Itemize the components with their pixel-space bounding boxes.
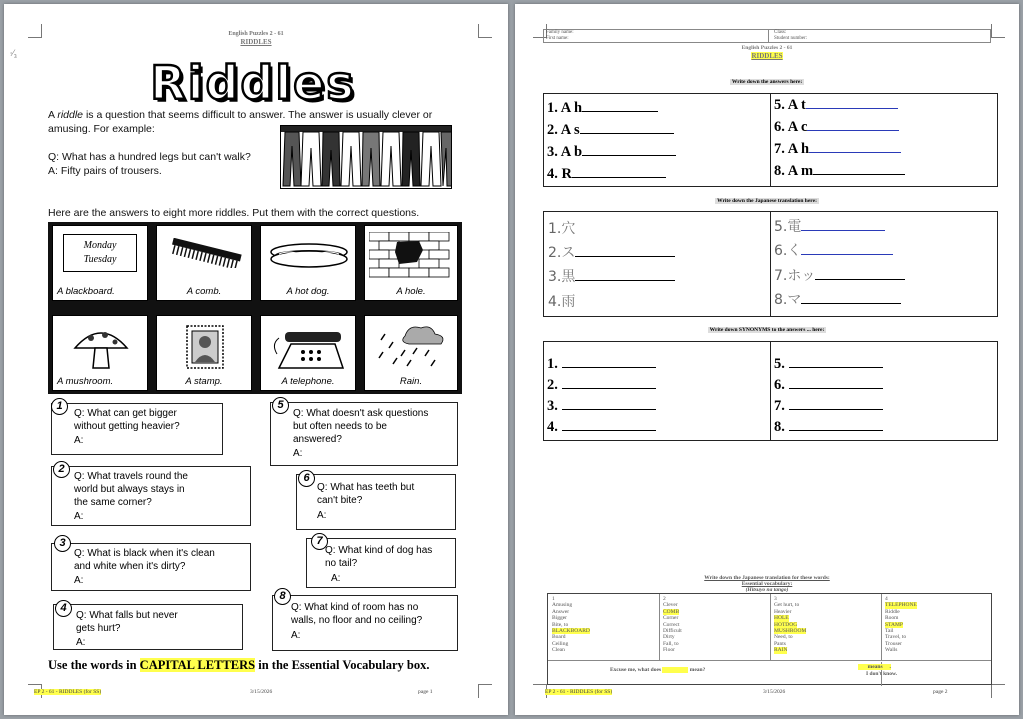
page-header-line2: RIDDLES — [751, 52, 783, 60]
margin-mark: ∙⁄₃ — [10, 48, 17, 58]
question-text: Q: What kind of dog has no tail? — [325, 545, 433, 569]
jp-line-8: 8.マ — [774, 289, 901, 309]
synonym-line-1: 1. — [547, 356, 656, 373]
answer-label: A: — [317, 510, 327, 521]
telephone-icon — [271, 324, 347, 372]
jp-line-2: 2.ス — [548, 242, 675, 262]
vocab-word: Bite, to — [552, 621, 569, 628]
vocab-word: HOLE — [774, 615, 789, 622]
vocab-word: Pants — [774, 640, 786, 647]
japanese-box — [543, 211, 998, 317]
vocab-word: Correct — [663, 621, 680, 628]
question-number: 7 — [311, 533, 328, 550]
answer-line-7: 7. A h — [774, 141, 901, 158]
crop-mark — [478, 684, 492, 698]
family-name-label: Family name: — [546, 30, 574, 35]
vocab-phrase-question: Excuse me, what does mean? — [610, 667, 706, 673]
vocab-phrase-means: means . — [858, 664, 891, 670]
answer-line-3: 3. A b — [547, 144, 676, 161]
vocab-word: Trouser — [885, 640, 902, 647]
question-box-6 — [296, 474, 456, 530]
rain-cloud-icon — [375, 322, 449, 370]
picture-caption: A comb. — [186, 286, 222, 297]
picture-telephone — [260, 315, 356, 391]
jp-line-4: 4.雨 — [548, 294, 576, 310]
vocab-word: Bigger — [552, 615, 567, 622]
answer-picture-grid — [48, 222, 462, 394]
question-box-3 — [51, 543, 251, 591]
picture-caption: A mushroom. — [57, 376, 114, 387]
footer-left: EP 2 - 61 - RIDDLES (for SS) — [545, 689, 613, 695]
answer-label: A: — [74, 511, 84, 522]
vocab-word: STAMP — [885, 621, 903, 628]
synonym-line-2: 2. — [547, 377, 656, 394]
synonym-line-7: 7. — [774, 398, 883, 415]
vocab-word: Clean — [552, 647, 565, 654]
jp-line-7: 7.ホッ — [774, 265, 905, 285]
hot-dog-icon — [269, 240, 349, 270]
bottom-instruction: Use the words in CAPITAL LETTERS in the Essential Vocabulary box. — [48, 658, 430, 672]
vocab-word: TELEPHONE — [885, 602, 917, 609]
answer-label: A: — [76, 637, 86, 648]
picture-rain — [364, 315, 458, 391]
footer-page: page 2 — [933, 689, 948, 695]
question-number: 6 — [298, 470, 315, 487]
question-box-4 — [53, 604, 243, 650]
question-number: 8 — [274, 588, 291, 605]
mushroom-icon — [73, 326, 129, 372]
vocab-word: Board — [552, 634, 566, 641]
example-question: Q: What has a hundred legs but can't walk? — [48, 151, 251, 163]
picture-caption: A blackboard. — [57, 286, 115, 297]
question-text: Q: What falls but never gets hurt? — [76, 610, 178, 634]
answer-label: A: — [74, 575, 84, 586]
document-page-2 — [515, 4, 1019, 715]
vocab-word: RAIN — [774, 647, 788, 654]
page-header-line2: RIDDLES — [240, 38, 272, 46]
question-box-5 — [270, 402, 458, 466]
first-name-label: First name: — [546, 36, 569, 41]
question-number: 3 — [54, 535, 71, 552]
question-text: Q: What doesn't ask questions but often needs to be answered? — [293, 408, 429, 445]
trousers-illustration — [280, 125, 452, 189]
picture-comb — [156, 225, 252, 301]
footer-page: page 1 — [418, 689, 433, 695]
synonym-line-8: 8. — [774, 419, 883, 436]
page-header-line1: English Puzzles 2 - 61 — [741, 45, 793, 51]
jp-line-6: 6.く — [774, 240, 893, 260]
vocab-phrase-dont-know: I don't know. — [866, 671, 898, 677]
question-number: 5 — [272, 397, 289, 414]
calendar-text: Monday Tuesday — [63, 234, 137, 272]
answer-label: A: — [291, 630, 301, 641]
picture-caption: A telephone. — [281, 376, 335, 387]
class-label: Class: — [774, 30, 787, 35]
footer-left: EP 2 - 61 - RIDDLES (for SS) — [34, 689, 102, 695]
comb-icon — [169, 238, 243, 268]
vocab-column-3 — [774, 596, 806, 654]
essential-vocabulary-box — [547, 593, 992, 685]
brick-wall-hole-icon — [369, 232, 455, 278]
vocab-word: 4 — [885, 596, 888, 602]
footer-date: 3/15/2026 — [250, 689, 273, 695]
picture-hole — [364, 225, 458, 301]
page-header-line1: English Puzzles 2 - 61 — [228, 31, 284, 37]
answer-line-6: 6. A c — [774, 119, 899, 136]
question-number: 2 — [53, 461, 70, 478]
vocab-column-2 — [663, 596, 682, 654]
vocab-word: Dirty — [663, 634, 675, 641]
picture-hot-dog — [260, 225, 356, 301]
vocab-word: Ceiling — [552, 640, 569, 647]
stamp-icon — [185, 324, 225, 370]
vocab-word: Tail — [885, 628, 894, 635]
vocab-word: Riddle — [885, 608, 900, 615]
student-info-box — [543, 29, 991, 43]
vocab-column-4 — [885, 596, 917, 654]
vocab-word: BLACKBOARD — [552, 628, 590, 635]
answer-line-4: 4. R — [547, 166, 666, 183]
vocab-word: Need, to — [774, 634, 793, 641]
vocab-word: Get hurt, to — [774, 602, 800, 609]
answer-label: A: — [293, 448, 303, 459]
vocab-word: Floor — [663, 647, 675, 654]
answer-line-5: 5. A t — [774, 97, 898, 114]
vocab-word: Travel, to — [885, 634, 907, 641]
question-box-8 — [272, 595, 458, 651]
vocab-word: Corner — [663, 615, 679, 622]
intro-text: A riddle is a question that seems difficult to answer. The answer is usually clever or amusing. For example: — [48, 109, 433, 135]
picture-caption: A stamp. — [185, 376, 223, 387]
synonym-line-6: 6. — [774, 377, 883, 394]
synonym-line-4: 4. — [547, 419, 656, 436]
question-box-2 — [51, 466, 251, 526]
vocab-column-1 — [552, 596, 590, 654]
crop-mark — [991, 24, 1005, 38]
section-japanese-title: Write down the Japanese translation here: — [717, 198, 817, 204]
jp-line-5: 5.電 — [774, 216, 885, 236]
vocab-word: Walls — [885, 647, 898, 654]
question-number: 1 — [51, 398, 68, 415]
instruction-text: Here are the answers to eight more riddles. Put them with the correct questions. — [48, 207, 420, 219]
section-answers-title: Write down the answers here: — [731, 79, 803, 85]
jp-line-3: 3.黒 — [548, 266, 675, 286]
answer-label: A: — [74, 435, 84, 446]
question-number: 4 — [55, 600, 72, 617]
document-page-1 — [4, 4, 508, 715]
question-box-1 — [51, 403, 223, 455]
answer-label: A: — [331, 573, 341, 584]
answer-line-1: 1. A h — [547, 100, 658, 117]
example-answer: A: Fifty pairs of trousers. — [48, 165, 162, 177]
question-text: Q: What is black when it's clean and white when it's dirty? — [74, 548, 215, 572]
answer-line-2: 2. A s — [547, 122, 674, 139]
picture-caption: A hot dog. — [286, 286, 330, 297]
question-text: Q: What kind of room has no walls, no floor and no ceiling? — [291, 602, 423, 626]
picture-caption: Rain. — [399, 376, 423, 387]
question-text: Q: What has teeth but can't bite? — [317, 482, 415, 506]
question-text: Q: What can get bigger without getting heavier? — [74, 408, 180, 432]
student-number-label: Student number: — [774, 36, 808, 41]
question-box-7 — [306, 538, 456, 588]
picture-stamp — [156, 315, 252, 391]
crop-mark — [991, 684, 1005, 698]
vocab-word: Heavier — [774, 608, 792, 615]
jp-line-1: 1.穴 — [548, 221, 576, 237]
vocab-word: 2 — [663, 596, 666, 602]
vocab-word: COMB — [663, 608, 680, 615]
answer-line-8: 8. A m — [774, 163, 905, 180]
picture-caption: A hole. — [396, 286, 426, 297]
synonym-line-5: 5. — [774, 356, 883, 373]
vocab-word: Clever — [663, 602, 678, 609]
picture-blackboard — [52, 225, 148, 301]
vocab-title: Write down the Japanese translation for these words: Essential vocabulary: (Hitsuyo na tango) — [704, 575, 830, 593]
vocab-word: Amusing — [552, 602, 573, 609]
synonym-line-3: 3. — [547, 398, 656, 415]
page-title: Riddles — [150, 56, 356, 110]
section-synonyms-title: Write down SYNONYMS to the answers ... here: — [709, 327, 825, 333]
question-text: Q: What travels round the world but always stays in the same corner? — [74, 471, 188, 508]
vocab-word: MUSHROOM — [774, 628, 807, 635]
footer-date: 3/15/2026 — [763, 689, 786, 695]
vocab-word: Difficult — [663, 628, 682, 635]
picture-mushroom — [52, 315, 148, 391]
vocab-word: HOTDOG — [774, 621, 798, 628]
vocab-word: 1 — [552, 596, 555, 602]
vocab-word: Room — [885, 615, 899, 622]
vocab-word: Fall, to — [663, 640, 679, 647]
vocab-word: 3 — [774, 596, 777, 602]
vocab-word: Answer — [552, 608, 570, 615]
